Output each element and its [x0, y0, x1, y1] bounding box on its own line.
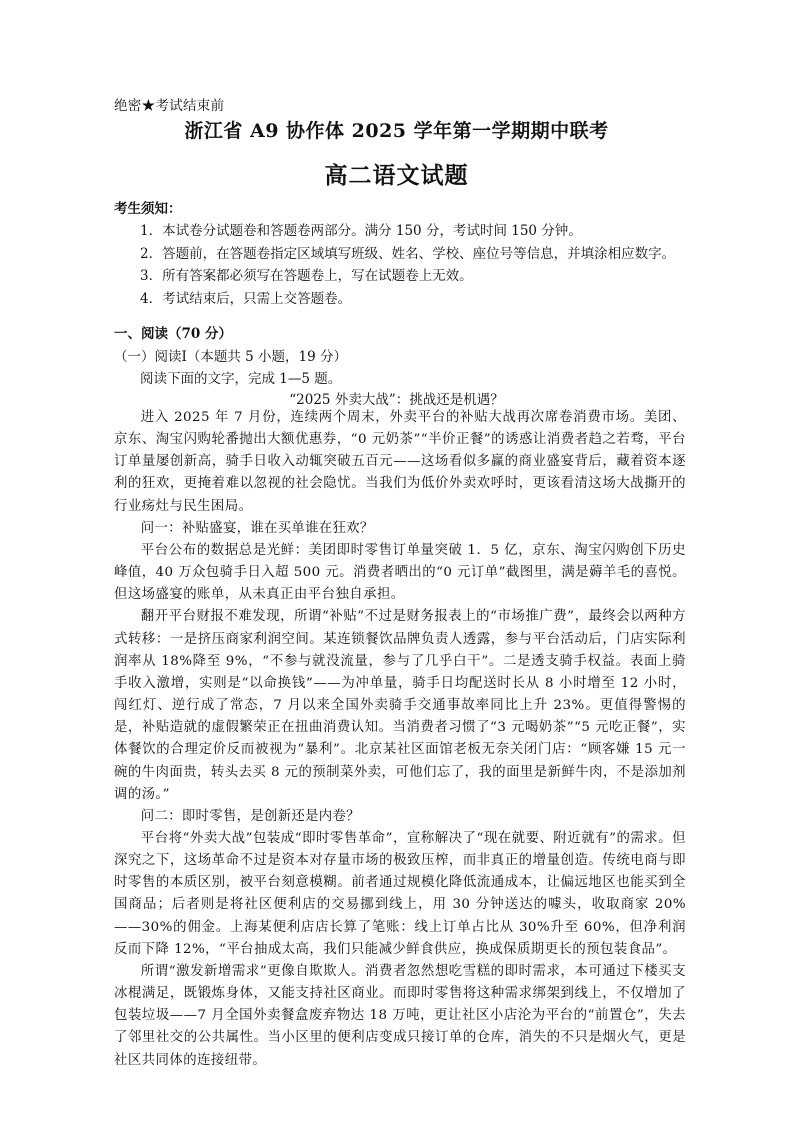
subsection-heading: （一）阅读Ⅰ（本题共 5 小题，19 分） — [114, 349, 347, 365]
article-title: “2025 外卖大战”：挑战还是机遇？ — [289, 392, 504, 408]
notice-item: 1．本试卷分试题卷和答题卷两部分。满分 150 分，考试时间 150 分钟。 — [140, 223, 582, 239]
notice-item: 4．考试结束后，只需上交答题卷。 — [140, 290, 352, 307]
section-heading: 一、阅读（70 分） — [114, 326, 232, 342]
article-paragraph: 平台公布的数据总是光鲜：美团即时零售订单量突破 1．5 亿，京东、淘宝闪购创下历史峰值，40 万众包骑手日入超 500 元。消费者晒出的“0 元订单”截图里，满是薅羊毛的喜悦。但这场盛宴的账单，从未真正由平台独自承担。 — [114, 542, 686, 603]
notice-item: 2．答题前，在答题卷指定区域填写班级、姓名、学校、座位号等信息，并填涂相应数字。 — [140, 245, 676, 262]
reading-instruction: 阅读下面的文字，完成 1—5 题。 — [140, 371, 342, 387]
article-paragraph: 平台将“外卖大战”包装成“即时零售革命”，宣称解决了“现在就要、附近就有”的需求。但深究之下，这场革命不过是资本对存量市场的极致压榨，而非真正的增量创造。传统电商与即时零售的本质区别，被平台刻意模糊。前者通过规模化降低流通成本，让偏远地区也能买到全国商品；后者则是将社区便利店的交易挪到线上，用 30 分钟送达的噱头，收取商家 20%——30%的佣金。上海某便利店店长算了笔账：线上订单占比从 30%升至 60%，但净利润反而下降 12%，“平台抽成太高，我们只能减少鲜食供应，换成保质期更长的预包装食品”。 — [114, 830, 686, 957]
article-paragraph: 进入 2025 年 7 月份，连续两个周末，外卖平台的补贴大战再次席卷消费市场。美团、京东、淘宝闪购轮番抛出大额优惠券，“0 元奶茶”“半价正餐”的诱惑让消费者趋之若骛，平台订单量屡创新高，骑手日收入动辄突破五百元——这场看似多赢的商业盛宴背后，藏着资本逐利的狂欢，更掩着难以忽视的社会隐忧。当我们为低价外卖欢呼时，更该看清这场大战撕开的行业疡灶与民生困局。 — [114, 410, 686, 514]
notice-list — [140, 220, 760, 310]
article-body — [114, 407, 686, 1072]
question-heading: 问一：补贴盛宴，谁在买单谁在狂欢？ — [140, 520, 374, 536]
article-paragraph: 所谓“激发新增需求”更像自欺欺人。消费者忽然想吃雪糕的即时需求，本可通过下楼买支冰棍满足，既锻炼身体，又能支持社区商业。而即时零售将这种需求绑架到线上，不仅增加了包装垃圾——7 月全国外卖餐盒废弃物达 18 万吨，更让社区小店沦为平台的“前置仓”，失去了邻里社交的公共属性。当小区里的便利店变成只接订单的仓库，消失的不只是烟火气，更是社区共同体的连接纽带。 — [114, 963, 686, 1068]
article-paragraph: 翻开平台财报不难发现，所谓“补贴”不过是财务报表上的“市场推广费”，最终会以两种方式转移：一是挤压商家利润空间。某连锁餐饮品牌负责人透露，参与平台活动后，门店实际利润率从 18%降至 9%，“不参与就没流量，参与了几乎白干”。二是透支骑手权益。表面上骑手收入激增，实则是“以命换钱”——为冲单量，骑手日均配送时长从 8 小时增至 12 小时，闯红灯、逆行成了常态，7 月以来全国外卖骑手交通事故率同比上升 23%。更值得警惕的是，补贴造就的虚假繁荣正在扭曲消费认知。当消费者习惯了“3 元喝奶茶”“5 元吃正餐”，实体餐饮的合理定价反而被视为“暴利”。北京某社区面馆老板无奈关闭门店：“顾客嫌 15 元一碗的牛肉面贵，转头去买 8 元的预制菜外卖，可他们忘了，我的面里是新鲜牛肉，不是添加剂调的汤。” — [114, 609, 687, 802]
notice-heading: 考生须知： — [114, 201, 182, 217]
notice-item: 3．所有答案都必须写在答题卷上，写在试题卷上无效。 — [140, 268, 473, 284]
question-heading: 问二：即时零售，是创新还是内卷？ — [140, 808, 360, 824]
confidential-mark: 绝密★考试结束前 — [114, 98, 225, 114]
exam-title: 浙江省 A9 协作体 2025 学年第一学期期中联考 — [184, 120, 609, 142]
paper-title: 高二语文试题 — [324, 162, 469, 189]
